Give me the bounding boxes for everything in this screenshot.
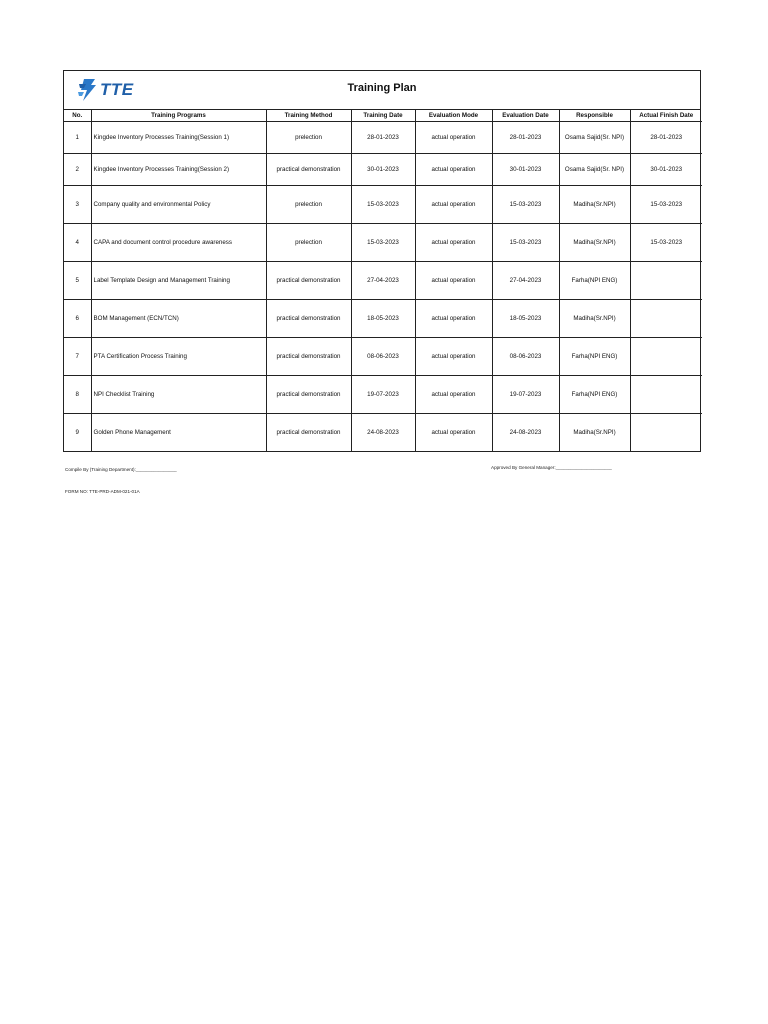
form-number: FORM NO: TTE-PRD-ADM-021-01A	[65, 489, 140, 494]
cell-finish-date	[630, 338, 702, 376]
cell-no: 3	[64, 186, 91, 224]
cell-eval-mode: actual operation	[415, 300, 492, 338]
cell-eval-mode: actual operation	[415, 414, 492, 452]
cell-eval-date: 27-04-2023	[492, 262, 559, 300]
cell-finish-date: 28-01-2023	[630, 122, 702, 154]
cell-program: CAPA and document control procedure awareness	[91, 224, 266, 262]
cell-eval-mode: actual operation	[415, 224, 492, 262]
cell-responsible: Osama Sajid(Sr. NPI)	[559, 122, 630, 154]
cell-eval-date: 24-08-2023	[492, 414, 559, 452]
column-header-finish-date: Actual Finish Date	[630, 110, 702, 122]
cell-date: 18-05-2023	[351, 300, 415, 338]
cell-method: prelection	[266, 186, 351, 224]
sheet-header	[64, 71, 700, 110]
cell-responsible: Farha(NPI ENG)	[559, 262, 630, 300]
cell-program: Kingdee Inventory Processes Training(Session 1)	[91, 122, 266, 154]
cell-eval-date: 19-07-2023	[492, 376, 559, 414]
cell-method: practical demonstration	[266, 376, 351, 414]
cell-finish-date	[630, 414, 702, 452]
column-header-programs: Training Programs	[91, 110, 266, 122]
cell-method: practical demonstration	[266, 414, 351, 452]
cell-program: Golden Phone Management	[91, 414, 266, 452]
cell-no: 9	[64, 414, 91, 452]
cell-no: 8	[64, 376, 91, 414]
cell-method: practical demonstration	[266, 300, 351, 338]
cell-date: 08-06-2023	[351, 338, 415, 376]
cell-responsible: Madiha(Sr.NPI)	[559, 414, 630, 452]
cell-finish-date	[630, 300, 702, 338]
cell-eval-date: 18-05-2023	[492, 300, 559, 338]
cell-eval-date: 15-03-2023	[492, 224, 559, 262]
cell-date: 30-01-2023	[351, 154, 415, 186]
cell-method: prelection	[266, 122, 351, 154]
column-header-eval-date: Evaluation Date	[492, 110, 559, 122]
cell-program: NPI Checklist Training	[91, 376, 266, 414]
cell-date: 27-04-2023	[351, 262, 415, 300]
table-row	[64, 300, 702, 338]
table-row	[64, 338, 702, 376]
cell-responsible: Madiha(Sr.NPI)	[559, 300, 630, 338]
table-row	[64, 414, 702, 452]
column-header-method: Training Method	[266, 110, 351, 122]
cell-no: 4	[64, 224, 91, 262]
cell-finish-date	[630, 262, 702, 300]
table-row	[64, 154, 702, 186]
cell-program: Label Template Design and Management Training	[91, 262, 266, 300]
cell-eval-date: 30-01-2023	[492, 154, 559, 186]
table-row	[64, 224, 702, 262]
cell-responsible: Farha(NPI ENG)	[559, 376, 630, 414]
cell-eval-mode: actual operation	[415, 122, 492, 154]
cell-responsible: Farha(NPI ENG)	[559, 338, 630, 376]
cell-date: 28-01-2023	[351, 122, 415, 154]
cell-no: 7	[64, 338, 91, 376]
cell-finish-date: 30-01-2023	[630, 154, 702, 186]
table-row	[64, 122, 702, 154]
cell-responsible: Madiha(Sr.NPI)	[559, 224, 630, 262]
column-header-eval-mode: Evaluation Mode	[415, 110, 492, 122]
cell-finish-date	[630, 376, 702, 414]
cell-responsible: Osama Sajid(Sr. NPI)	[559, 154, 630, 186]
cell-finish-date: 15-03-2023	[630, 186, 702, 224]
cell-eval-mode: actual operation	[415, 186, 492, 224]
cell-eval-date: 15-03-2023	[492, 186, 559, 224]
column-header-no: No.	[64, 110, 91, 122]
cell-finish-date: 15-03-2023	[630, 224, 702, 262]
cell-eval-mode: actual operation	[415, 338, 492, 376]
cell-eval-date: 28-01-2023	[492, 122, 559, 154]
cell-responsible: Madiha(Sr.NPI)	[559, 186, 630, 224]
cell-eval-mode: actual operation	[415, 376, 492, 414]
column-header-date: Training Date	[351, 110, 415, 122]
table-row	[64, 262, 702, 300]
cell-no: 2	[64, 154, 91, 186]
column-header-responsible: Responsible	[559, 110, 630, 122]
cell-eval-date: 08-06-2023	[492, 338, 559, 376]
cell-method: practical demonstration	[266, 262, 351, 300]
cell-date: 15-03-2023	[351, 224, 415, 262]
cell-program: Company quality and environmental Policy	[91, 186, 266, 224]
cell-eval-mode: actual operation	[415, 262, 492, 300]
compile-by-signature-line: Compile By (Training Department):________________	[65, 467, 177, 472]
cell-date: 19-07-2023	[351, 376, 415, 414]
cell-program: Kingdee Inventory Processes Training(Session 2)	[91, 154, 266, 186]
cell-method: prelection	[266, 224, 351, 262]
logo-text: TTE	[100, 80, 134, 99]
cell-program: BOM Management (ECN/TCN)	[91, 300, 266, 338]
cell-method: practical demonstration	[266, 154, 351, 186]
cell-no: 1	[64, 122, 91, 154]
training-plan-table	[64, 110, 702, 451]
cell-program: PTA Certification Process Training	[91, 338, 266, 376]
cell-date: 15-03-2023	[351, 186, 415, 224]
cell-no: 6	[64, 300, 91, 338]
page-title: Training Plan	[347, 82, 417, 94]
cell-method: practical demonstration	[266, 338, 351, 376]
table-row	[64, 376, 702, 414]
cell-no: 5	[64, 262, 91, 300]
cell-eval-mode: actual operation	[415, 154, 492, 186]
table-row	[64, 186, 702, 224]
cell-date: 24-08-2023	[351, 414, 415, 452]
approved-by-signature-line: Approved By General Manager:______________________	[491, 465, 612, 470]
training-plan-sheet	[63, 70, 701, 452]
table-header-row	[64, 110, 702, 122]
